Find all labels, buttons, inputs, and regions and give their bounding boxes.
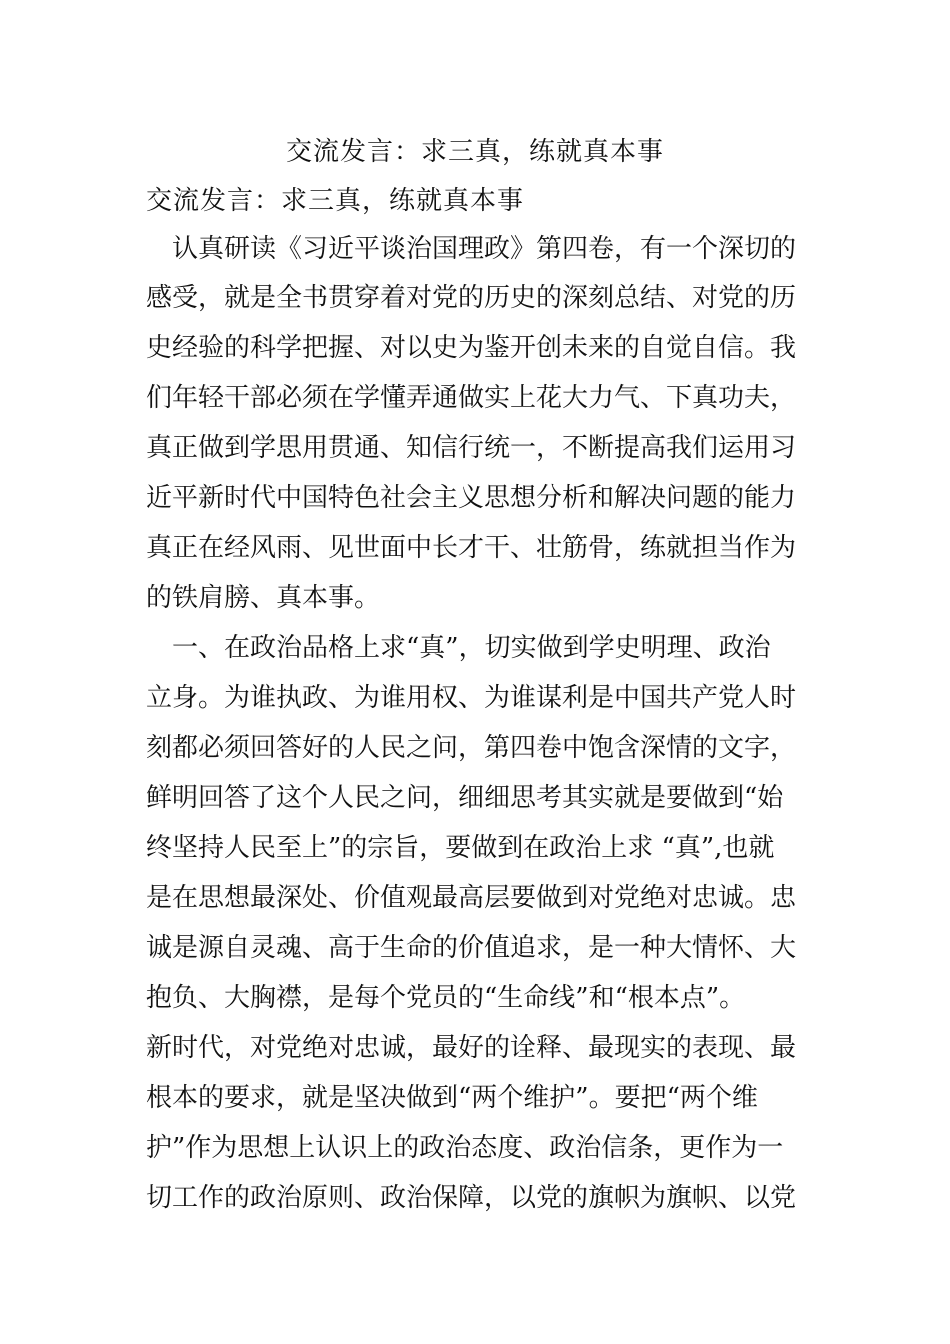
body-line: 终坚持人民至上”的宗旨，要做到在政治上求 “真”,也就 [146, 833, 775, 863]
body-line: 立身。为谁执政、为谁用权、为谁谋利是中国共产党人时 [146, 683, 797, 713]
body-line: 感受，就是全书贯穿着对党的历史的深刻总结、对党的历 [146, 283, 797, 313]
body-line: 刻都必须回答好的人民之问，第四卷中饱含深情的文字， [146, 733, 797, 763]
body-line: 鲜明回答了这个人民之问，细细思考其实就是要做到“始 [146, 783, 784, 813]
body-line: 的铁肩膀、真本事。 [146, 583, 381, 613]
body-line: 护”作为思想上认识上的政治态度、政治信条，更作为一 [146, 1133, 784, 1163]
body-line: 切工作的政治原则、政治保障，以党的旗帜为旗帜、以党 [146, 1183, 797, 1213]
body-line: 抱负、大胸襟，是每个党员的“生命线”和“根本点”。 [146, 983, 746, 1013]
body-line: 新时代，对党绝对忠诚，最好的诠释、最现实的表现、最 [146, 1033, 797, 1063]
document-subtitle: 交流发言：求三真，练就真本事 [146, 186, 525, 216]
body-line: 认真研读《习近平谈治国理政》第四卷，有一个深切的 [146, 234, 797, 264]
body-line: 一、在政治品格上求“真”，切实做到学史明理、政治 [146, 633, 771, 663]
document-title: 交流发言：求三真，练就真本事 [285, 137, 664, 167]
body-line: 真正在经风雨、见世面中长才干、壮筋骨，练就担当作为 [146, 533, 797, 563]
body-line: 史经验的科学把握、对以史为鉴开创未来的自觉自信。我 [146, 333, 797, 363]
body-line: 诚是源自灵魂、高于生命的价值追求，是一种大情怀、大 [146, 933, 797, 963]
body-line: 近平新时代中国特色社会主义思想分析和解决问题的能力 [146, 483, 797, 513]
body-line: 是在思想最深处、价值观最高层要做到对党绝对忠诚。忠 [146, 883, 797, 913]
body-line: 们年轻干部必须在学懂弄通做实上花大力气、下真功夫， [146, 383, 797, 413]
body-line: 根本的要求，就是坚决做到“两个维护”。要把“两个维 [146, 1083, 758, 1113]
body-line: 真正做到学思用贯通、知信行统一，不断提高我们运用习 [146, 433, 797, 463]
